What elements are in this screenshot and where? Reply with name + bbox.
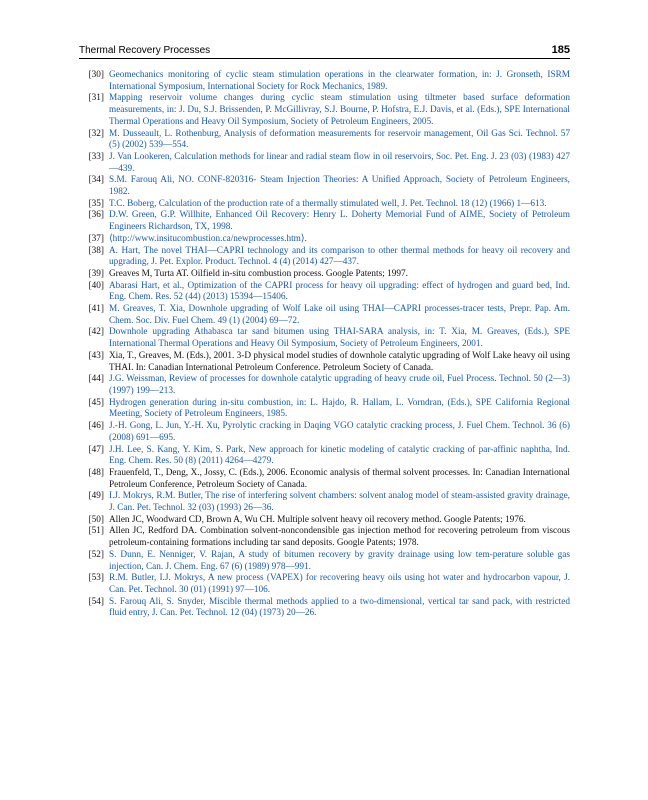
reference-text: Frauenfeld, T., Deng, X., Jossy, C. (Eds.), 2006. Economic analysis of thermal solvent processes. In: Canadian International Petroleum Conference, Petroleum Society of Canada. (109, 467, 570, 490)
reference-link[interactable]: J.-H. Gong, L. Jun, Y.-H. Xu, Pyrolytic cracking in Daqing VGO catalytic cracking process, J. Fuel Chem. Technol. 36 (6) (2008) 691—695. (109, 421, 570, 443)
reference-item (79, 515, 570, 527)
reference-item (79, 351, 570, 374)
reference-number: [39] (88, 268, 104, 279)
reference-item (79, 269, 570, 281)
reference-item (79, 129, 570, 152)
reference-number: [41] (88, 304, 104, 315)
reference-link[interactable]: S. Dunn, E. Nenniger, V. Rajan, A study of bitumen recovery by gravity drainage using low tem-perature soluble gas injection, Can. J. Chem. Eng. 67 (6) (1989) 978—991. (109, 549, 570, 572)
reference-number: [31] (88, 93, 104, 104)
reference-link[interactable]: S.M. Farouq Ali, NO. CONF-820316- Steam Injection Theories: A Unified Approach, Society of Petroleum Engineers, 1982. (109, 175, 570, 198)
reference-item (79, 573, 570, 596)
reference-link[interactable]: Mapping reservoir volume changes during cyclic steam stimulation using tiltmeter based surface deformation measurements, in: J. Du, S.J. Brissenden, P. McGillivray, S.J. Bourne, P. Hofstra, E.J. Davis, et al. (Eds.), SPE International Thermal Operations and Heavy Oil Symposium, Society of Petroleum Engineers, 2005. (109, 93, 570, 127)
reference-text: Allen JC, Woodward CD, Brown A, Wu CH. Multiple solvent heavy oil recovery method. Google Patents; 1976. (109, 514, 526, 525)
reference-number: [35] (88, 198, 104, 209)
reference-item (79, 234, 570, 246)
reference-list (79, 70, 570, 620)
reference-number: [40] (88, 280, 104, 291)
reference-number: [53] (88, 573, 104, 584)
reference-number: [47] (88, 444, 104, 455)
reference-number: [33] (88, 151, 104, 162)
running-header (79, 40, 570, 56)
reference-link[interactable]: ⟨http://www.insitucombustion.ca/newprocesses.htm⟩. (109, 233, 307, 244)
reference-link[interactable]: M. Greaves, T. Xia, Downhole upgrading of Wolf Lake oil using THAI—CAPRI processes-tracer tests, Prepr. Pap. Am. Chem. Soc. Div. Fuel Chem. 49 (1) (2004) 69—72. (109, 304, 570, 326)
reference-link[interactable]: Abarasi Hart, et al., Optimization of the CAPRI process for heavy oil upgrading: effect of hydrogen and guard bed, Ind. Eng. Chem. Res. 52 (44) (2013) 15394—15406. (109, 280, 570, 303)
reference-number: [54] (88, 596, 104, 607)
reference-number: [36] (88, 210, 104, 221)
reference-number: [43] (88, 350, 104, 361)
reference-number: [37] (88, 233, 104, 244)
reference-item (79, 445, 570, 468)
reference-text: Greaves M, Turta AT. Oilfield in-situ combustion process. Google Patents; 1997. (109, 268, 408, 279)
reference-number: [30] (88, 70, 104, 80)
reference-number: [49] (88, 491, 104, 502)
reference-item (79, 327, 570, 350)
reference-link[interactable]: S. Farouq Ali, S. Snyder, Miscible thermal methods applied to a two-dimensional, vertical tar sand pack, with restricted fluid entry, J. Can. Pet. Technol. 12 (04) (1973) 20—26. (109, 596, 570, 619)
reference-item (79, 175, 570, 198)
reference-item (79, 526, 570, 549)
reference-number: [45] (88, 397, 104, 408)
reference-item (79, 70, 570, 93)
reference-number: [48] (88, 467, 104, 478)
reference-item (79, 421, 570, 444)
reference-number: [38] (88, 245, 104, 256)
reference-link[interactable]: Geomechanics monitoring of cyclic steam stimulation operations in the clearwater formation, in: J. Gronseth, ISRM International Symposium, International Society for Rock Mechanics, 1989. (109, 70, 570, 92)
reference-link[interactable]: Hydrogen generation during in-situ combustion, in: L. Hajdo, R. Hallam, L. Vorndran, (Eds.), SPE California Regional Meeting, Society of Petroleum Engineers, 1985. (109, 397, 570, 420)
reference-item (79, 398, 570, 421)
reference-item (79, 374, 570, 397)
reference-number: [50] (88, 514, 104, 525)
reference-link[interactable]: J.G. Weissman, Review of processes for downhole catalytic upgrading of heavy crude oil, Fuel Process. Technol. 50 (2—3) (1997) 199—213. (109, 374, 570, 396)
reference-item (79, 93, 570, 128)
reference-item (79, 468, 570, 491)
reference-number: [32] (88, 128, 104, 139)
reference-link[interactable]: D.W. Green, G.P. Willhite, Enhanced Oil Recovery: Henry L. Doherty Memorial Fund of AIME, Society of Petroleum Engineers Richardson, TX, 1998. (109, 210, 570, 233)
reference-number: [46] (88, 421, 104, 432)
reference-link[interactable]: A. Hart, The novel THAI—CAPRI technology and its comparison to other thermal methods for heavy oil recovery and upgrading, J. Pet. Explor. Product. Technol. 4 (4) (2014) 427—437. (109, 245, 570, 268)
reference-item (79, 304, 570, 327)
reference-text: Allen JC, Redford DA. Combination solvent-noncondensible gas injection method for recovering petroleum from viscous petroleum-containing formations including tar sand deposits. Google Patents; 1978. (109, 526, 570, 549)
reference-link[interactable]: J. Van Lookeren, Calculation methods for linear and radial steam flow in oil reservoirs, Soc. Pet. Eng. J. 23 (03) (1983) 427—439. (109, 151, 570, 174)
reference-item (79, 210, 570, 233)
reference-item (79, 597, 570, 620)
header-rule (79, 58, 570, 59)
reference-link[interactable]: M. Dusseault, L. Rothenburg, Analysis of deformation measurements for reservoir management, Oil Gas Sci. Technol. 57 (5) (2002) 539—554. (109, 128, 570, 151)
reference-number: [44] (88, 374, 104, 385)
reference-number: [51] (88, 526, 104, 537)
page-number: 185 (551, 44, 570, 56)
running-title: Thermal Recovery Processes (79, 45, 211, 56)
reference-number: [34] (88, 175, 104, 186)
reference-link[interactable]: I.J. Mokrys, R.M. Butler, The rise of interfering solvent chambers: solvent analog model of steam-assisted gravity drainage, J. Can. Pet. Technol. 32 (03) (1993) 26—36. (109, 491, 570, 514)
reference-item (79, 550, 570, 573)
reference-number: [52] (88, 549, 104, 560)
reference-number: [42] (88, 327, 104, 338)
reference-link[interactable]: J.H. Lee, S. Kang, Y. Kim, S. Park, New approach for kinetic modeling of catalytic cracking of par-affinic naphtha, Ind. Eng. Chem. Res. 50 (8) (2011) 4264—4279. (109, 444, 570, 467)
reference-item (79, 199, 570, 211)
reference-item (79, 491, 570, 514)
reference-link[interactable]: T.C. Boberg, Calculation of the production rate of a thermally stimulated well, J. Pet. Technol. 18 (12) (1966) 1—613. (109, 198, 547, 209)
reference-item (79, 281, 570, 304)
reference-link[interactable]: Downhole upgrading Athabasca tar sand bitumen using THAI-SARA analysis, in: T. Xia, M. Greaves, (Eds.), SPE International Thermal Operations and Heavy Oil Symposium, Society of Petroleum Engineers, 2001. (109, 327, 570, 350)
reference-item (79, 152, 570, 175)
reference-item (79, 246, 570, 269)
reference-link[interactable]: R.M. Butler, I.J. Mokrys, A new process (VAPEX) for recovering heavy oils using hot water and hydrocarbon vapour, J. Can. Pet. Technol. 30 (01) (1991) 97—106. (109, 573, 570, 595)
reference-text: Xia, T., Greaves, M. (Eds.), 2001. 3-D physical model studies of downhole catalytic upgrading of Wolf Lake heavy oil using THAI. In: Canadian International Petroleum Conference. Petroleum Society of Canada. (109, 350, 570, 373)
